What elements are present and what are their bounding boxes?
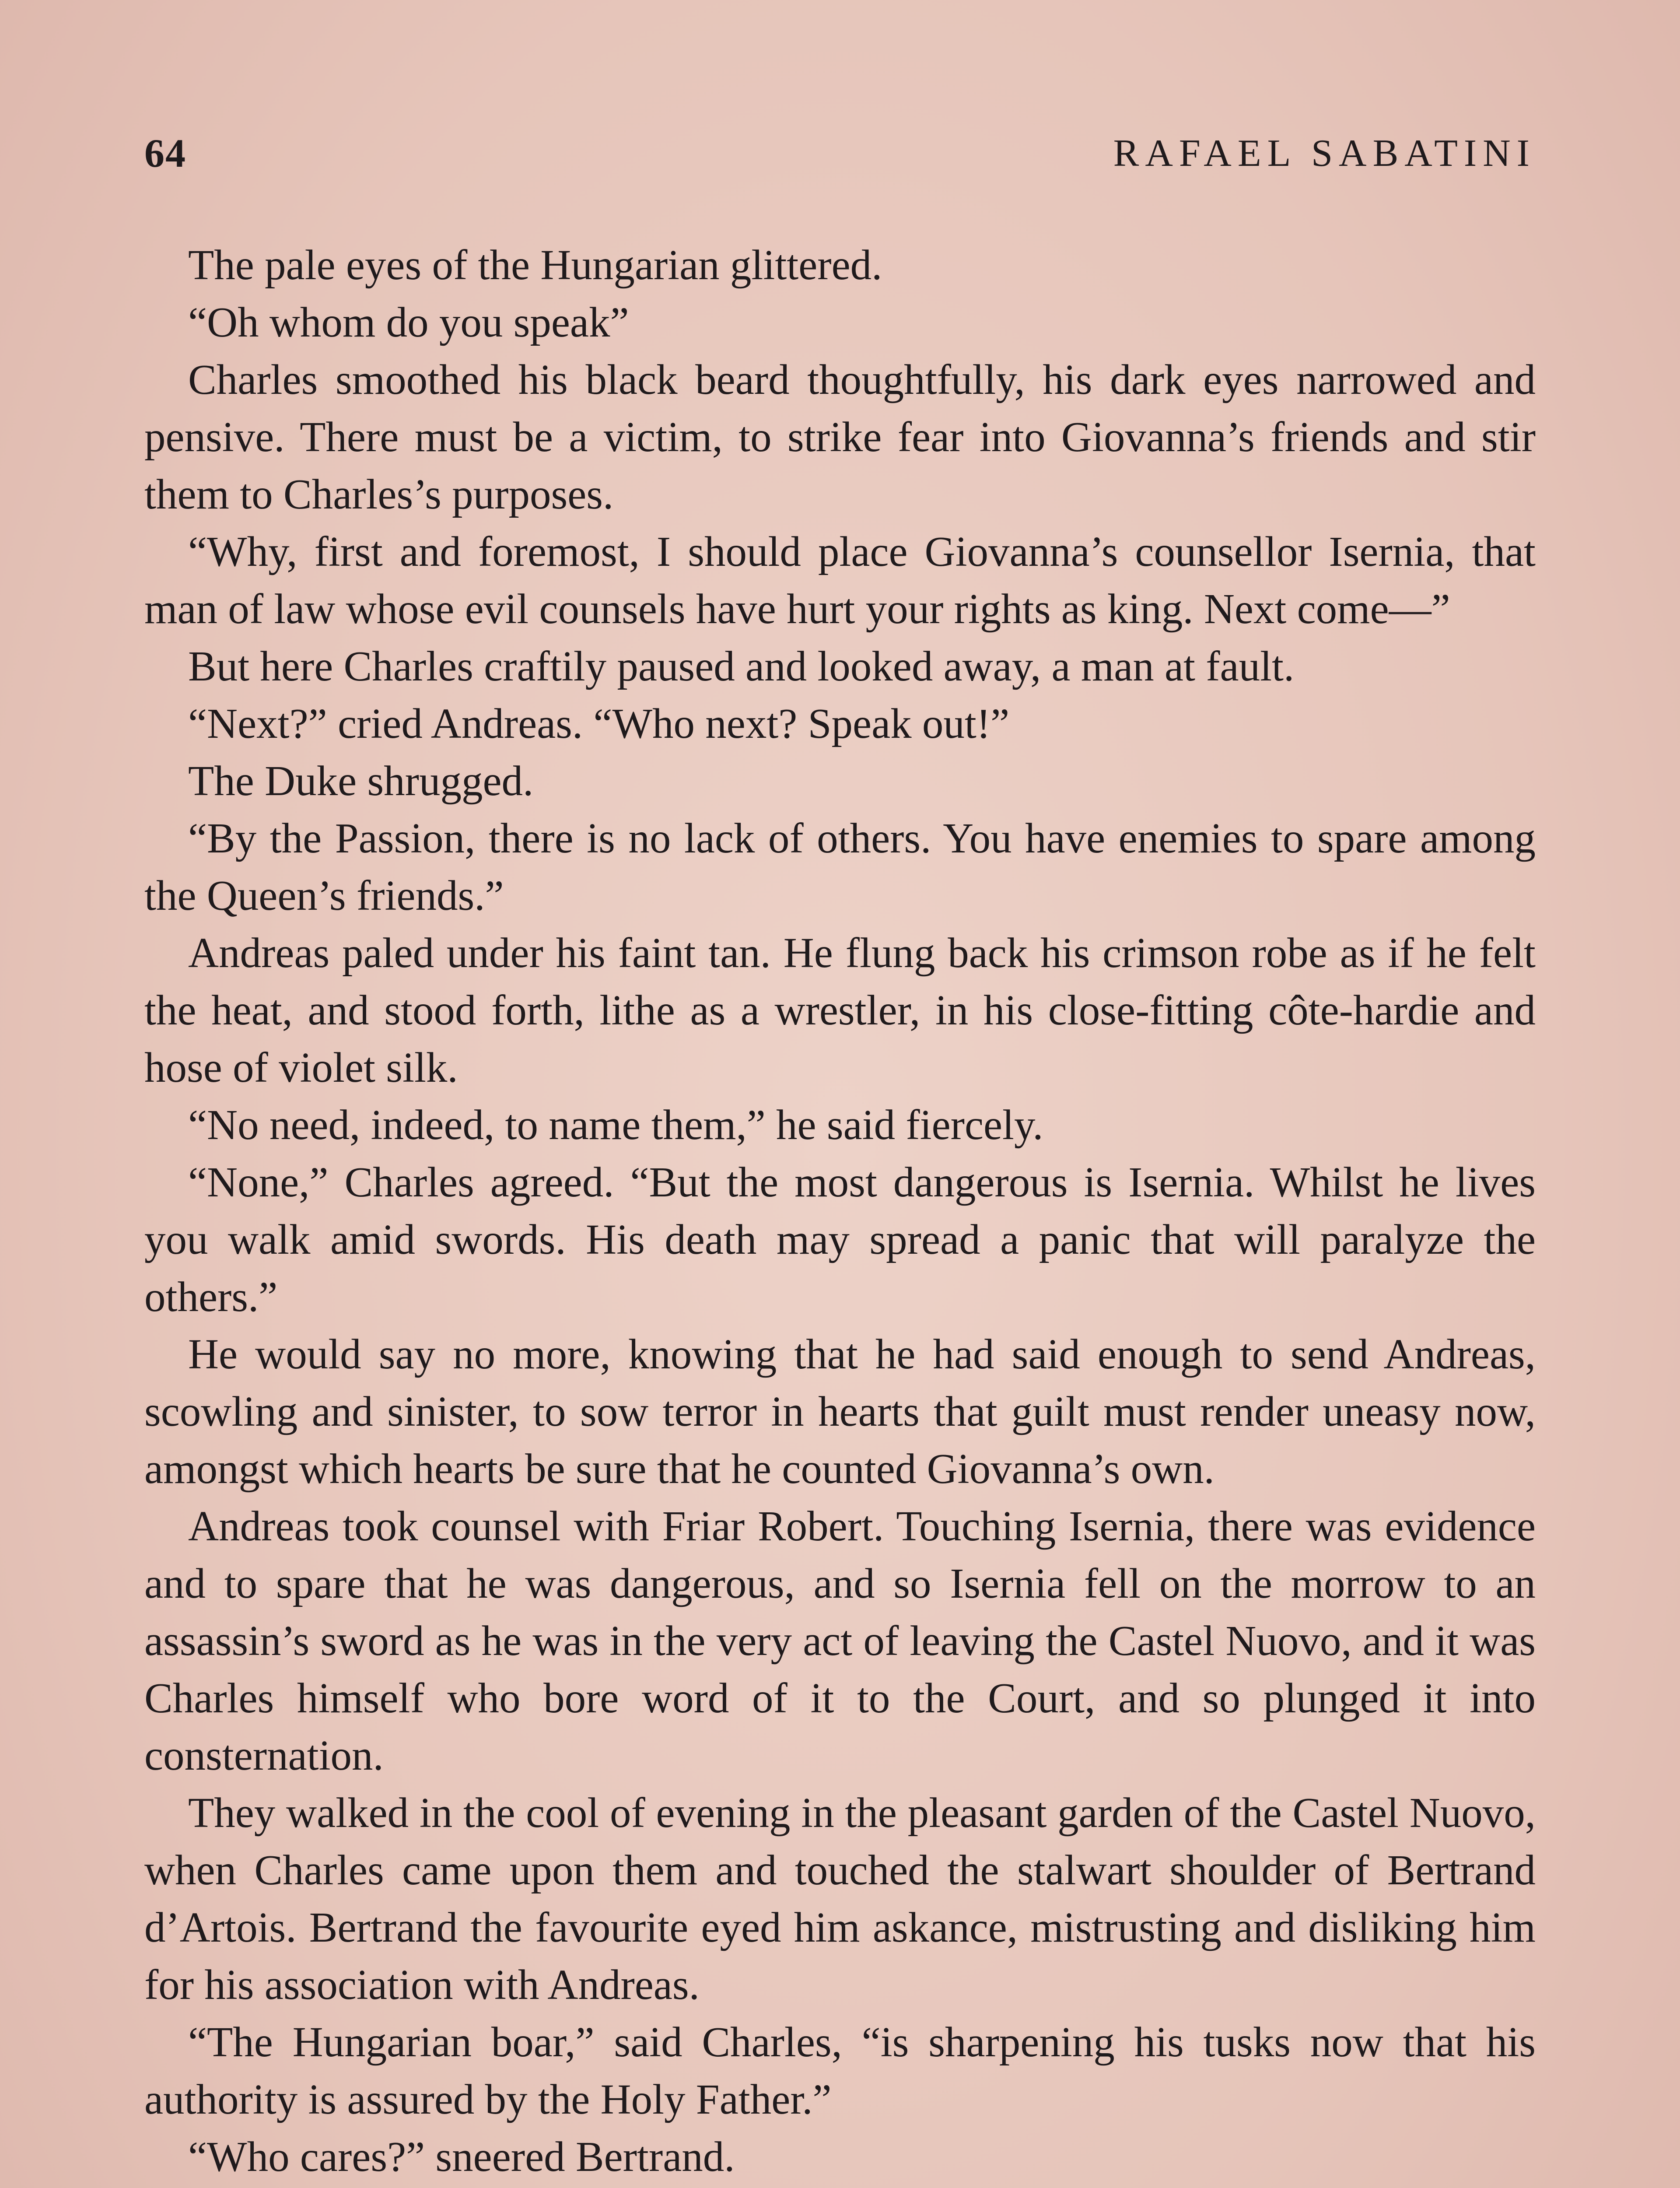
- paragraph: Andreas took counsel with Friar Robert. Touching Isernia, there was evidence and to spare that he was dangerous, and so Isernia fell on the morrow to an assassin’s sword as he was in the very act of leaving the Castel Nuovo, and it was Charles himself who bore word of it to the Court, and so plunged it into consternation.: [144, 1503, 1536, 1779]
- paragraph: “Oh whom do you speak”: [188, 299, 629, 346]
- paragraph: “No need, indeed, to name them,” he said fiercely.: [188, 1101, 1043, 1148]
- paragraph: He would say no more, knowing that he had said enough to send Andreas, scowling and sinister, to sow terror in hearts that guilt must render uneasy now, amongst which hearts be sure that he counted Giovanna’s own.: [144, 1331, 1536, 1492]
- running-head: RAFAEL SABATINI: [1113, 132, 1536, 175]
- paragraph: “None,” Charles agreed. “But the most dangerous is Isernia. Whilst he lives you walk amid swords. His death may spread a panic that will paralyze the others.”: [144, 1159, 1536, 1320]
- paragraph: They walked in the cool of evening in the pleasant garden of the Castel Nuovo, when Charles came upon them and touched the stalwart shoulder of Bertrand d’Artois. Bertrand the favourite eyed him askance, mistrusting and disliking him for his association with Andreas.: [144, 1789, 1536, 2008]
- page-number: 64: [144, 131, 186, 175]
- paragraph: “By the Passion, there is no lack of others. You have enemies to spare among the Queen’s friends.”: [144, 815, 1536, 919]
- paragraph: “Why, first and foremost, I should place Giovanna’s counsellor Isernia, that man of law whose evil counsels have hurt your rights as king. Next come—”: [144, 528, 1536, 632]
- paragraph: “Who cares?” sneered Bertrand.: [188, 2133, 735, 2180]
- paragraph: The pale eyes of the Hungarian glittered.: [188, 242, 882, 288]
- paragraph: Andreas paled under his faint tan. He flung back his crimson robe as if he felt the heat, and stood forth, lithe as a wrestler, in his close-fitting côte-hardie and hose of violet silk.: [144, 929, 1536, 1091]
- body-text: [144, 236, 1536, 2185]
- paragraph: The Duke shrugged.: [188, 757, 534, 804]
- page-header: [144, 123, 1536, 184]
- paragraph: Charles smoothed his black beard thoughtfully, his dark eyes narrowed and pensive. There must be a victim, to strike fear into Giovanna’s friends and stir them to Charles’s purposes.: [144, 356, 1536, 518]
- paragraph: “Next?” cried Andreas. “Who next? Speak out!”: [188, 700, 1010, 747]
- paragraph: But here Charles craftily paused and looked away, a man at fault.: [188, 643, 1295, 690]
- paragraph: “The Hungarian boar,” said Charles, “is sharpening his tusks now that his authority is assured by the Holy Father.”: [144, 2019, 1536, 2123]
